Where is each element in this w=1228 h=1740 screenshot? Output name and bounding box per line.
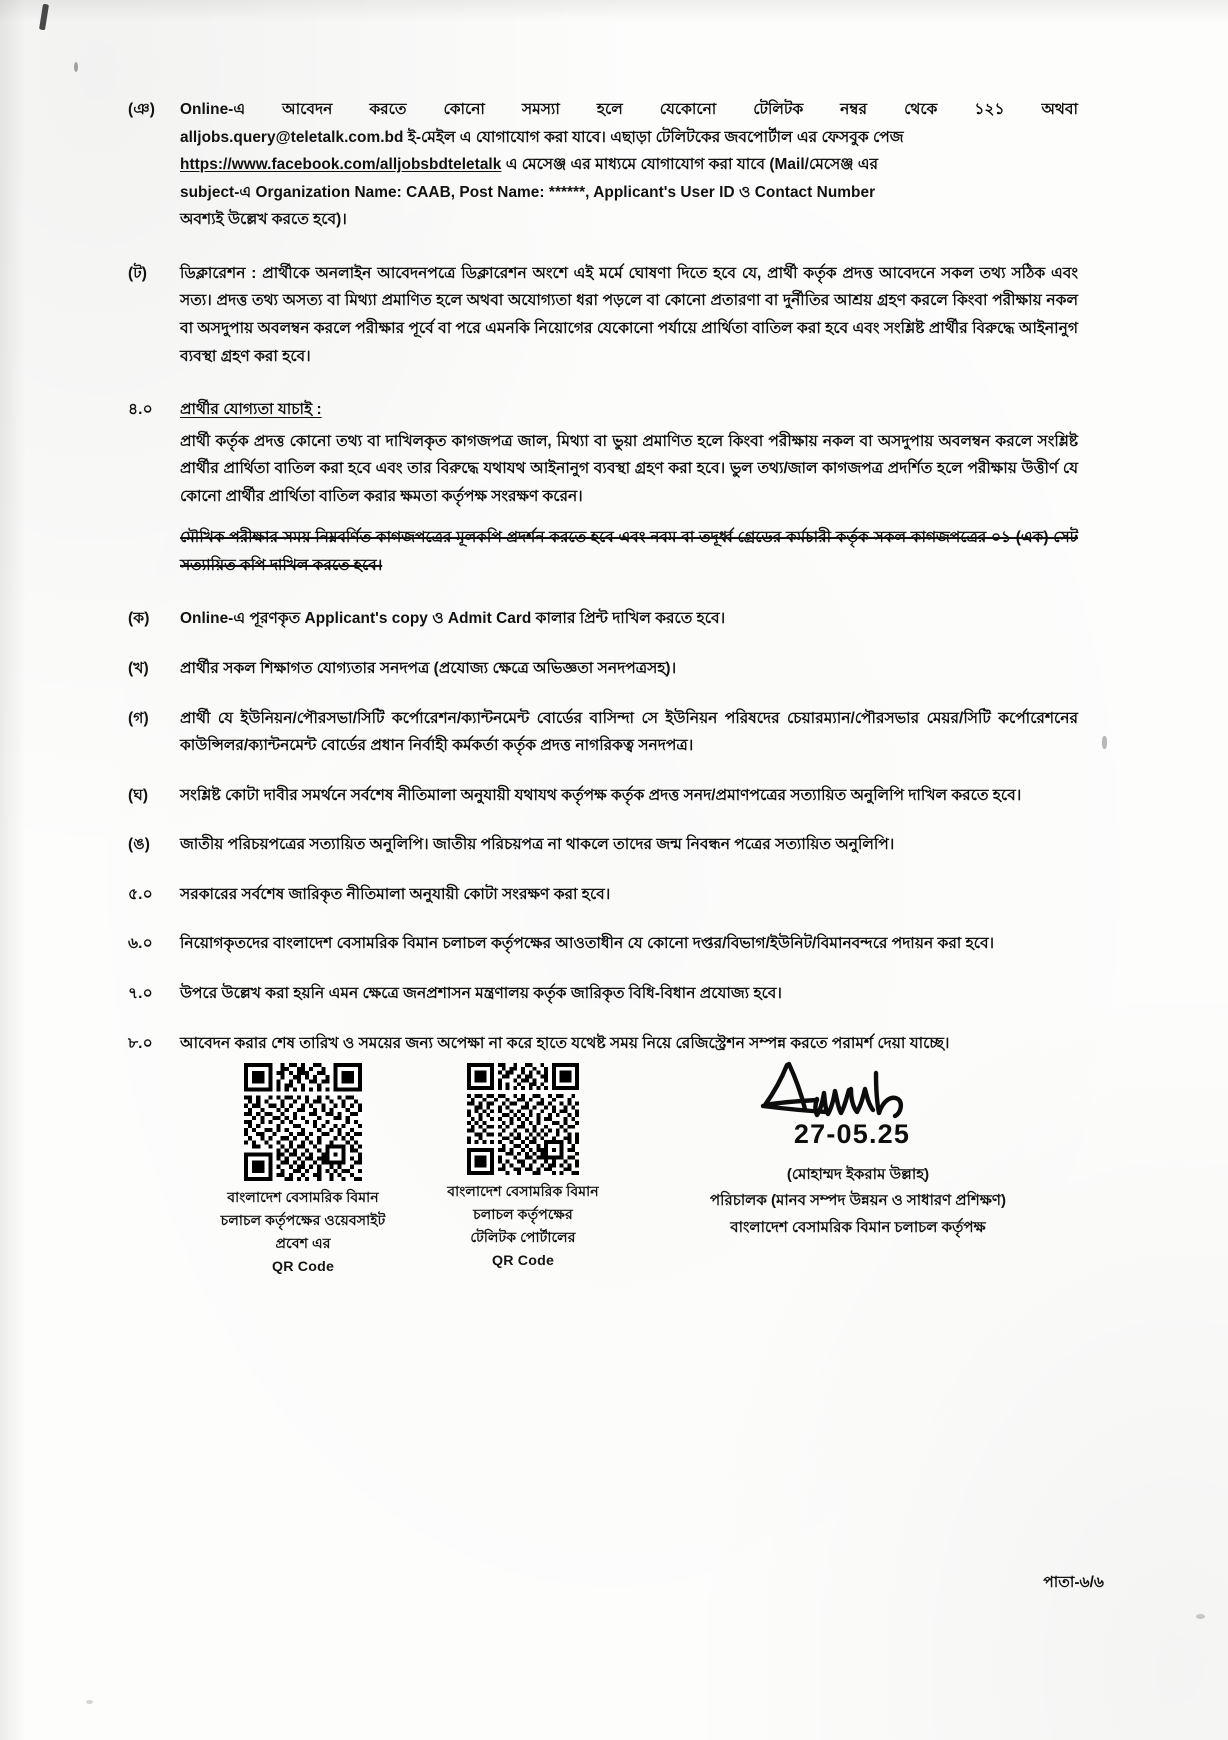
signatory-name: (মোহাম্মদ ইকরাম উল্লাহ) [786, 1166, 930, 1183]
section-4-paragraph: প্রার্থী কর্তৃক প্রদত্ত কোনো তথ্য বা দাখিলকৃত কাগজপত্র জাল, মিথ্যা বা ভুয়া প্রমাণিত হলে কিংবা পরীক্ষায় নকল বা অসদুপায় অবলম্বন করলে সংশ্লিষ্ট প্রার্থীর প্রার্থিতা বাতিল করা হবে এবং তার বিরুদ্ধে যথাযথ আইনানুগ ব্যবস্থা গ্রহণ করা হবে। ভুল তথ্য/জাল কাগজপত্র প্রদর্শিত হলে পরীক্ষায় উত্তীর্ণ যে কোনো প্রার্থীর প্রার্থিতা বাতিল করার ক্ষমতা কর্তৃপক্ষ সংরক্ষণ করেন। [180, 432, 1078, 505]
struck-text: মৌখিক পরীক্ষার সময় নিম্নবর্ণিত কাগজপত্রের মূলকপি প্রদর্শন করতে হবে এবং নবম বা তদূর্ধ্ব গ্রেডের কর্মচারী কর্তৃক সকল কাগজপত্রের ০১ (এক) সেট সত্যায়িত কপি দাখিল করতে হবে। [180, 529, 1078, 574]
item-text: Online-এ পূরণকৃত Applicant's copy ও Admit Card কালার প্রিন্ট দাখিল করতে হবে। [180, 610, 726, 628]
footer-area [128, 1055, 1088, 1355]
signatory-designation: পরিচালক (মানব সম্পদ উন্নয়ন ও সাধারণ প্রশিক্ষণ) [710, 1192, 1006, 1210]
clause-text: ডিক্লারেশন : প্রার্থীকে অনলাইন আবেদনপত্রে ডিক্লারেশন অংশে এই মর্মে ঘোষণা দিতে হবে যে, প্রার্থী কর্তৃক প্রদত্ত আবেদনে সকল তথ্য সঠিক এবং সত্য। প্রদত্ত তথ্য অসত্য বা মিথ্যা প্রমাণিত হলে অথবা অযোগ্যতা ধরা পড়লে বা কোনো প্রতারণা বা দুর্নীতির আশ্রয় গ্রহণ করলে কিংবা পরীক্ষায় নকল বা অসদুপায় অবলম্বন করলে পরীক্ষার পূর্বে বা পরে এমনকি নিয়োগের যেকোনো পর্যায়ে প্রার্থিতা বাতিল করা হবে এবং সংশ্লিষ্ট প্রার্থীর বিরুদ্ধে আইনানুগ ব্যবস্থা গ্রহণ করা হবে। [180, 264, 1078, 365]
qr-block-teletalk [428, 1063, 618, 1273]
facebook-link[interactable]: https://www.facebook.com/alljobsbdteletalk [180, 156, 502, 174]
document-body [128, 96, 1078, 1079]
teletalk-qr-caption [447, 1181, 598, 1273]
website-qr-icon [244, 1063, 362, 1181]
scan-artifact-speck [74, 62, 78, 72]
caption-line: টেলিটক পোর্টালের [470, 1230, 576, 1246]
page-number: পাতা-৬/৬ [1043, 1574, 1104, 1591]
clause-nya [128, 96, 1078, 234]
item-marker: (ক) [128, 610, 150, 628]
clause-text: উপরে উল্লেখ করা হয়নি এমন ক্ষেত্রে জনপ্রশাসন মন্ত্রণালয় কর্তৃক জারিকৃত বিধি-বিধান প্রযোজ্য হবে। [180, 985, 782, 1003]
section-title: প্রার্থীর যোগ্যতা যাচাই : [180, 401, 322, 419]
scan-edge-shadow-top [0, 0, 1228, 22]
section-4-item-kha [128, 655, 1078, 683]
clause-nya-line-5: অবশ্যই উল্লেখ করতে হবে)। [180, 211, 347, 229]
item-marker: (গ) [128, 709, 149, 727]
section-4-item-gha [128, 782, 1078, 810]
section-4-item-unga [128, 831, 1078, 859]
caption-line: চলাচল কর্তৃপক্ষের [473, 1207, 573, 1223]
scan-artifact-speck [39, 4, 49, 31]
item-text: প্রার্থী যে ইউনিয়ন/পৌরসভা/সিটি কর্পোরেশন/ক্যান্টনমেন্ট বোর্ডের বাসিন্দা সে ইউনিয়ন পরিষদের চেয়ারম্যান/পৌরসভার মেয়র/সিটি কর্পোরেশনের কাউন্সিলর/ক্যান্টনমেন্ট বোর্ডের প্রধান নির্বাহী কর্মকর্তা কর্তৃক প্রদত্ত নাগরিকত্ব সনদপত্র। [180, 709, 1078, 755]
clause-marker: (ট) [128, 264, 148, 282]
qr-block-website [198, 1063, 408, 1279]
section-4-header [128, 396, 1078, 424]
clause-6 [128, 930, 1078, 958]
item-marker: (ঙ) [128, 836, 150, 854]
signature-block [633, 1055, 1083, 1241]
signatory-organization: বাংলাদেশ বেসামরিক বিমান চলাচল কর্তৃপক্ষ [730, 1218, 986, 1236]
clause-ta [128, 260, 1078, 370]
item-text: জাতীয় পরিচয়পত্রের সত্যায়িত অনুলিপি। জাতীয় পরিচয়পত্র না থাকলে তাদের জন্ম নিবন্ধন পত্রের সত্যায়িত অনুলিপি। [180, 836, 895, 854]
scan-artifact-speck [1196, 1614, 1205, 1619]
clause-text: আবেদন করার শেষ তারিখ ও সময়ের জন্য অপেক্ষা না করে হাতে যথেষ্ট সময় নিয়ে রেজিস্ট্রেশন সম্পন্ন করতে পরামর্শ দেয়া যাচ্ছে। [180, 1034, 950, 1052]
section-4-struck-paragraph [180, 524, 1078, 579]
item-text: প্রার্থীর সকল শিক্ষাগত যোগ্যতার সনদপত্র (প্রযোজ্য ক্ষেত্রে অভিজ্ঞতা সনদপত্রসহ)। [180, 660, 677, 678]
signature-date: 27-05.25 [793, 1119, 911, 1149]
caption-line: বাংলাদেশ বেসামরিক বিমান [447, 1184, 599, 1200]
clause-5 [128, 881, 1078, 909]
clause-8 [128, 1030, 1078, 1058]
item-text: সংশ্লিষ্ট কোটা দাবীর সমর্থনে সর্বশেষ নীতিমালা অনুযায়ী যথাযথ কর্তৃপক্ষ কর্তৃক প্রদত্ত সনদ/প্রমাণপত্রের সত্যায়িত অনুলিপি দাখিল করতে হবে। [180, 786, 1022, 804]
clause-marker: (ঞ) [128, 101, 155, 118]
caption-line: চলাচল কর্তৃপক্ষের ওয়েবসাইট [220, 1213, 386, 1229]
clause-number: ৫.০ [128, 885, 153, 903]
clause-text: সরকারের সর্বশেষ জারিকৃত নীতিমালা অনুযায়ী কোটা সংরক্ষণ করা হবে। [180, 885, 611, 903]
section-4-item-ga [128, 705, 1078, 760]
teletalk-portal-qr-icon [467, 1063, 579, 1175]
handwritten-signature-icon [743, 1055, 973, 1125]
clause-nya-line-3-rest: এ মেসেঞ্জ এর মাধ্যমে যোগাযোগ করা যাবে (Mail/মেসেঞ্জ এর [501, 156, 879, 174]
clause-7 [128, 980, 1078, 1008]
clause-nya-line-3 [180, 151, 1078, 179]
clause-number: ৮.০ [128, 1034, 153, 1052]
caption-line: বাংলাদেশ বেসামরিক বিমান [227, 1190, 379, 1206]
item-marker: (ঘ) [128, 786, 149, 804]
section-number: ৪.০ [128, 401, 153, 419]
scan-artifact-speck [1102, 736, 1107, 749]
scan-artifact-speck [86, 1700, 93, 1704]
clause-nya-line-4: subject-এ Organization Name: CAAB, Post Name: ******, Applicant's User ID ও Contact Number [180, 183, 876, 201]
caption-line: প্রবেশ এর [275, 1236, 331, 1252]
caption-qr-code-label: QR Code [491, 1253, 555, 1269]
caption-qr-code-label: QR Code [271, 1259, 335, 1275]
clause-nya-line-1: Online-এ আবেদন করতে কোনো সমস্যা হলে যেকোনো টেলিটক নম্বর থেকে ১২১ অথবা [180, 101, 1078, 118]
clause-number: ৭.০ [128, 985, 153, 1003]
scan-edge-shadow-left [0, 0, 26, 1740]
section-4-item-ka [128, 605, 1078, 633]
item-marker: (খ) [128, 660, 149, 678]
clause-nya-line-2: alljobs.query@teletalk.com.bd ই-মেইল এ যোগাযোগ করা যাবে। এছাড়া টেলিটকের জবপোর্টাল এর ফেসবুক পেজ [180, 128, 904, 146]
clause-text [180, 96, 1078, 234]
clause-text: নিয়োগকৃতদের বাংলাদেশ বেসামরিক বিমান চলাচল কর্তৃপক্ষের আওতাধীন যে কোনো দপ্তর/বিভাগ/ইউনিট/বিমানবন্দরে পদায়ন করা হবে। [180, 935, 995, 953]
website-qr-caption [221, 1187, 386, 1279]
clause-number: ৬.০ [128, 935, 153, 953]
